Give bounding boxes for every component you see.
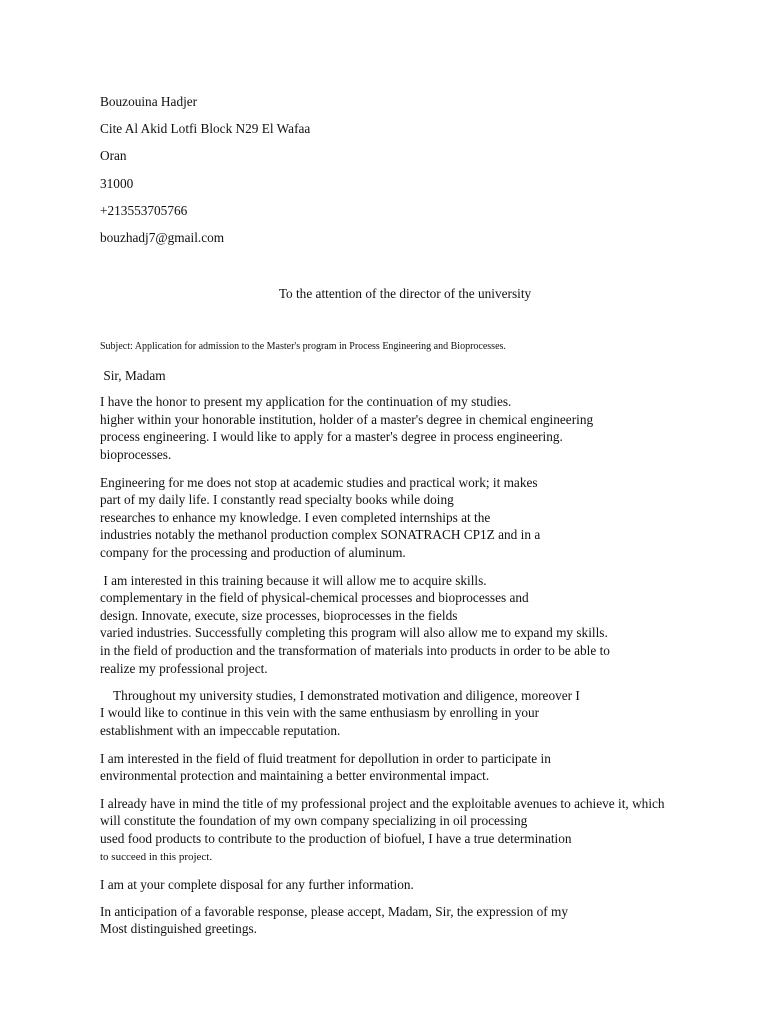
paragraph-5-line-1: I am interested in the field of fluid treatment for depollution in order to participate in [100, 751, 551, 766]
paragraph-3-line-1: I am interested in this training because it will allow me to acquire skills. [100, 573, 487, 588]
paragraph-2-line-1: Engineering for me does not stop at academic studies and practical work; it makes [100, 475, 538, 490]
paragraph-1-line-3: process engineering. I would like to apply for a master's degree in process engineering. [100, 429, 563, 444]
paragraph-6-line-3: used food products to contribute to the production of biofuel, I have a true determination [100, 831, 572, 846]
sender-postal-code: 31000 [100, 176, 134, 191]
paragraph-2-line-4: industries notably the methanol production complex SONATRACH CP1Z and in a [100, 527, 541, 542]
closing-line-2: Most distinguished greetings. [100, 921, 257, 936]
paragraph-7-line-1: I am at your complete disposal for any further information. [100, 877, 414, 892]
paragraph-3-line-3: design. Innovate, execute, size processes, bioprocesses in the fields [100, 608, 458, 623]
paragraph-3-line-6: realize my professional project. [100, 661, 268, 676]
paragraph-6-line-1: I already have in mind the title of my professional project and the exploitable avenues to achieve it, which [100, 796, 665, 811]
sender-name: Bouzouina Hadjer [100, 94, 198, 109]
paragraph-2-line-2: part of my daily life. I constantly read specialty books while doing [100, 492, 454, 507]
paragraph-5-line-2: environmental protection and maintaining a better environmental impact. [100, 768, 490, 783]
paragraph-4-line-2: I would like to continue in this vein with the same enthusiasm by enrolling in your [100, 705, 540, 720]
paragraph-2-line-5: company for the processing and production of aluminum. [100, 545, 406, 560]
paragraph-3-line-4: varied industries. Successfully completing this program will also allow me to expand my skills. [100, 625, 608, 640]
subject-line: Subject: Application for admission to the Master's program in Process Engineering and Bioprocesses. [100, 341, 506, 352]
paragraph-2-line-3: researches to enhance my knowledge. I even completed internships at the [100, 510, 491, 525]
salutation: Sir, Madam [100, 368, 166, 383]
sender-phone: +213553705766 [100, 203, 188, 218]
sender-city: Oran [100, 148, 127, 163]
sender-address: Cite Al Akid Lotfi Block N29 El Wafaa [100, 121, 311, 136]
closing-line-1: In anticipation of a favorable response, please accept, Madam, Sir, the expression of my [100, 904, 569, 919]
attention-line: To the attention of the director of the university [278, 286, 532, 301]
paragraph-1-line-4: bioprocesses. [100, 447, 172, 462]
paragraph-1-line-2: higher within your honorable institution, holder of a master's degree in chemical engineering [100, 412, 594, 427]
paragraph-1-line-1: I have the honor to present my application for the continuation of my studies. [100, 394, 512, 409]
paragraph-3-line-5: in the field of production and the transformation of materials into products in order to be able to [100, 643, 610, 658]
paragraph-6-line-4: to succeed in this project. [100, 851, 213, 863]
sender-email: bouzhadj7@gmail.com [100, 230, 225, 245]
paragraph-4-line-3: establishment with an impeccable reputation. [100, 723, 341, 738]
paragraph-6-line-2: will constitute the foundation of my own company specializing in oil processing [100, 813, 528, 828]
paragraph-3-line-2: complementary in the field of physical-chemical processes and bioprocesses and [100, 590, 529, 605]
paragraph-4-line-1: Throughout my university studies, I demonstrated motivation and diligence, moreover I [100, 688, 580, 703]
